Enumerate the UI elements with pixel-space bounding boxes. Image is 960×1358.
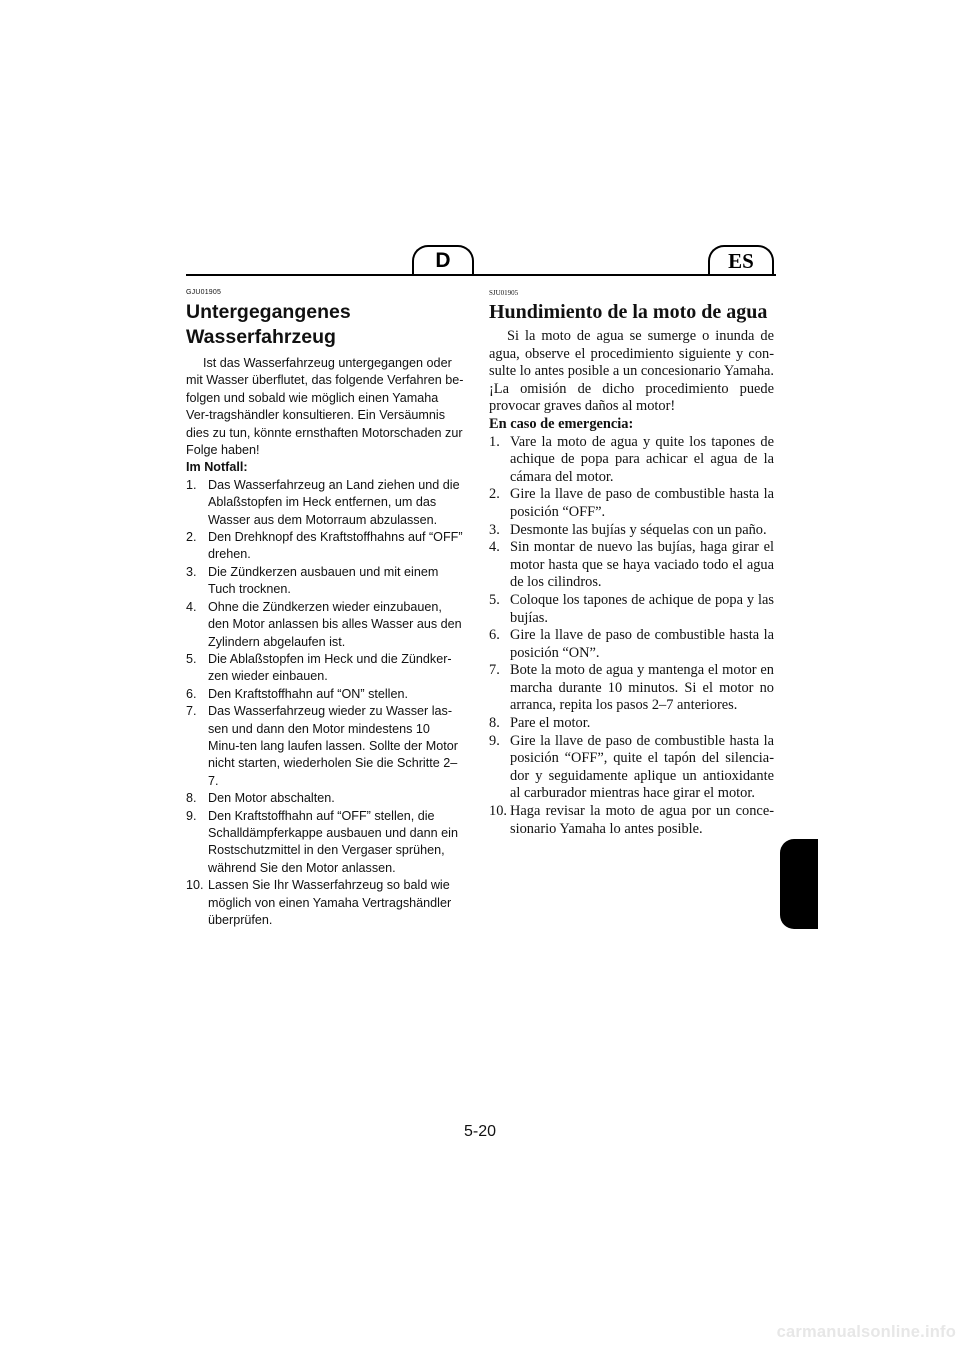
german-column	[186, 288, 464, 929]
list-item: 4. Sin montar de nuevo las bujías, haga girar el motor hasta que se haya vaciado todo el agua de los cilindros.	[489, 539, 774, 591]
spanish-column	[489, 288, 774, 838]
list-item: 10. Lassen Sie Ihr Wasserfahrzeug so bald wie möglich von einen Yamaha Vertragshändler überprüfen.	[186, 878, 452, 927]
section-code: GJU01905	[186, 289, 222, 296]
subheading: En caso de emergencia:	[489, 415, 634, 432]
list-item: 5. Die Ablaßstopfen im Heck und die Zündker-zen wieder einbauen.	[186, 651, 452, 684]
header-rule	[186, 274, 776, 276]
list-item: 1. Vare la moto de agua y quite los tapones de achique de popa para achicar el agua de la cámara del motor.	[489, 433, 774, 485]
intro-paragraph: Ist das Wasserfahrzeug untergegangen oder mit Wasser überflutet, das folgende Verfahren be-folgen und sobald wie möglich einen Yamaha Ver-tragshändler konsultieren. Ein Versäumnis dies zu tun, könnte ernsthaften Motorschaden zur Folge haben!	[186, 356, 464, 458]
subheading: Im Notfall:	[186, 460, 248, 475]
list-item: 8. Pare el motor.	[489, 715, 591, 732]
language-tab-german: D	[412, 245, 474, 275]
list-item: 1. Das Wasserfahrzeug an Land ziehen und die Ablaßstopfen im Heck entfernen, um das Wasser aus dem Motorraum abzulassen.	[186, 477, 460, 527]
page-number: 5-20	[463, 1123, 497, 1140]
chapter-thumb-tab	[780, 839, 818, 929]
list-item: 2. Den Drehknopf des Kraftstoffhahns auf “OFF” drehen.	[186, 530, 463, 562]
intro-paragraph: Si la moto de agua se sumerge o inunda de agua, observe el procedimiento siguiente y con-sulte lo antes posible a un concesionario Yamaha. ¡La omisión de dicho procedimiento puede provocar graves daños al motor!	[489, 328, 774, 415]
title-line-1: Untergegangenes	[186, 301, 351, 323]
section-code: SJU01905	[489, 289, 519, 297]
steps-list	[489, 434, 774, 839]
language-tab-spanish: ES	[708, 245, 774, 275]
list-item: 9. Den Kraftstoffhahn auf “OFF” stellen, die Schalldämpferkappe ausbauen und dann ein Rostschutzmittel in den Vergaser sprühen, während Sie den Motor anlassen.	[186, 808, 458, 875]
list-item: 6. Den Kraftstoffhahn auf “ON” stellen.	[186, 686, 408, 701]
section-title: Hundimiento de la moto de agua	[489, 301, 768, 323]
list-item: 8. Den Motor abschalten.	[186, 791, 335, 806]
list-item: 5. Coloque los tapones de achique de popa y las bujías.	[489, 591, 774, 626]
steps-list	[186, 477, 464, 930]
list-item: 10. Haga revisar la moto de agua por un conce-sionario Yamaha lo antes posible.	[489, 803, 774, 837]
title-line-2: Wasserfahrzeug	[186, 326, 336, 348]
list-item: 4. Ohne die Zündkerzen wieder einzubauen, den Motor anlassen bis alles Wasser aus den Zylindern abgelaufen ist.	[186, 599, 462, 649]
list-item: 2. Gire la llave de paso de combustible hasta la posición “OFF”.	[489, 486, 774, 520]
watermark: carmanualsonline.info	[776, 1323, 956, 1341]
list-item: 6. Gire la llave de paso de combustible hasta la posición “ON”.	[489, 627, 774, 661]
list-item: 9. Gire la llave de paso de combustible hasta la posición “OFF”, quite el tapón del silencia-dor y seguidamente aplique un antioxidante al carburador mientras hace girar el motor.	[489, 732, 774, 802]
list-item: 7. Bote la moto de agua y mantenga el motor en marcha durante 10 minutos. Si el motor no arranca, repita los pasos 2–7 anteriores.	[489, 662, 774, 714]
list-item: 7. Das Wasserfahrzeug wieder zu Wasser las-sen und dann den Motor mindestens 10 Minu-ten lang laufen lassen. Sollte der Motor nicht starten, wiederholen Sie die Schritte 2–7.	[186, 704, 458, 788]
list-item: 3. Desmonte las bujías y séquelas con un paño.	[489, 521, 767, 538]
section-title	[186, 300, 464, 350]
list-item: 3. Die Zündkerzen ausbauen und mit einem Tuch trocknen.	[186, 564, 439, 597]
